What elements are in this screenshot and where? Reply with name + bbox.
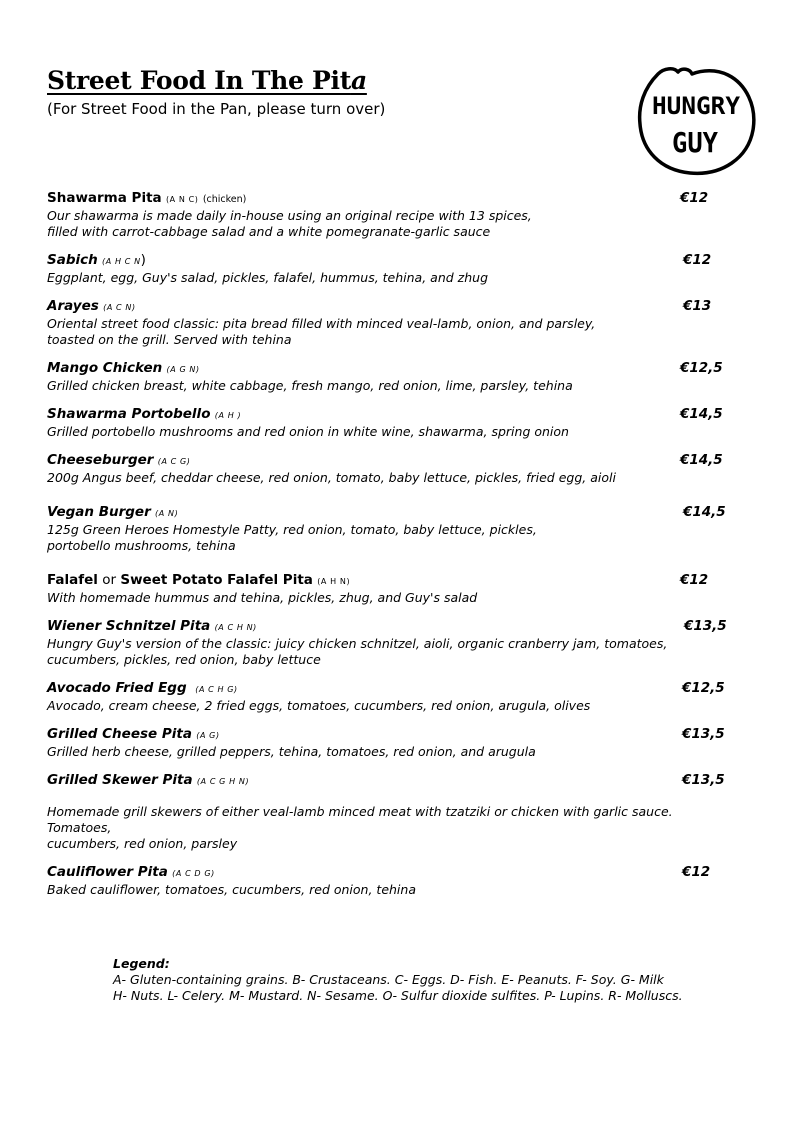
item-price: €12 — [680, 572, 709, 588]
legend-line-1: A- Gluten-containing grains. B- Crustaceans. C- Eggs. D- Fish. E- Peanuts. F- Soy. G- Milk — [113, 972, 664, 987]
item-allergens: (A C H G) — [195, 685, 238, 694]
item-price: €12,5 — [680, 360, 723, 376]
spacer — [47, 790, 727, 804]
item-name-alt: Sweet Potato Falafel Pita — [120, 572, 313, 588]
page-subtitle: (For Street Food in the Pan, please turn over) — [47, 100, 386, 118]
item-name: Falafel — [47, 572, 98, 588]
menu-item-shawarma-portobello — [47, 406, 727, 440]
item-description: With homemade hummus and tehina, pickles, zhug, and Guy's salad — [47, 590, 478, 605]
menu-item-grilled-cheese-pita — [47, 726, 727, 760]
menu-item-shawarma-pita — [47, 190, 727, 240]
legend-line-2: H- Nuts. L- Celery. M- Mustard. N- Sesame. O- Sulfur dioxide sulfites. P- Lupins. R- Molluscs. — [113, 988, 683, 1003]
item-description: Avocado, cream cheese, 2 fried eggs, tomatoes, cucumbers, red onion, arugula, olives — [47, 698, 591, 713]
item-name: Grilled Skewer Pita — [47, 772, 193, 788]
item-description: Grilled portobello mushrooms and red onion in white wine, shawarma, spring onion — [47, 424, 569, 439]
item-allergens: (A N C) — [165, 195, 199, 204]
item-name: Arayes — [47, 298, 99, 314]
item-description: 200g Angus beef, cheddar cheese, red onion, tomato, baby lettuce, pickles, fried egg, aioli — [47, 470, 616, 485]
item-name-joiner: or — [97, 572, 121, 588]
item-allergens: (A C D G) — [172, 869, 215, 878]
item-price: €14,5 — [680, 452, 723, 468]
item-price: €12 — [680, 190, 709, 206]
item-name: Shawarma Portobello — [47, 406, 211, 422]
item-allergens: (A G) — [196, 731, 220, 740]
item-allergens: (A C G H N) — [196, 777, 250, 786]
logo-text-line2: GUY — [672, 126, 719, 159]
item-name: Sabich — [47, 252, 98, 268]
item-price: €13,5 — [682, 772, 725, 788]
item-description: 125g Green Heroes Homestyle Patty, red onion, tomato, baby lettuce, pickles, portobello mushrooms, tehina — [47, 522, 537, 553]
item-allergens: (A H N) — [317, 577, 351, 586]
item-allergens: (A G N) — [166, 365, 200, 374]
item-description: Hungry Guy's version of the classic: juicy chicken schnitzel, aioli, organic cranberry jam, tomatoes, cucumbers, pickles, red onion, baby lettuce — [47, 636, 668, 667]
item-description: Our shawarma is made daily in-house using an original recipe with 13 spices, filled with carrot-cabbage salad and a white pomegranate-garlic sauce — [47, 208, 532, 239]
menu-item-wiener-schnitzel-pita — [47, 618, 727, 668]
menu-item-cheeseburger — [47, 452, 727, 486]
menu-item-mango-chicken — [47, 360, 727, 394]
menu-item-arayes — [47, 298, 727, 348]
allergen-legend — [113, 956, 683, 1004]
item-allergens-close: ) — [140, 252, 146, 268]
item-description: Baked cauliflower, tomatoes, cucumbers, red onion, tehina — [47, 882, 416, 897]
item-description: Eggplant, egg, Guy's salad, pickles, falafel, hummus, tehina, and zhug — [47, 270, 488, 285]
item-allergens: (A H ) — [214, 411, 242, 420]
item-allergens: (A C H N) — [214, 623, 257, 632]
item-description: Grilled herb cheese, grilled peppers, tehina, tomatoes, red onion, and arugula — [47, 744, 536, 759]
item-price: €12 — [683, 252, 712, 268]
item-name: Vegan Burger — [47, 504, 151, 520]
item-name: Grilled Cheese Pita — [47, 726, 192, 742]
item-description: Oriental street food classic: pita bread filled with minced veal-lamb, onion, and parsley, toasted on the grill. Served with tehina — [47, 316, 596, 347]
legend-title: Legend: — [113, 956, 170, 971]
item-price: €12 — [682, 864, 711, 880]
item-allergens: (A C G) — [157, 457, 191, 466]
item-price: €13 — [683, 298, 712, 314]
item-price: €14,5 — [680, 406, 723, 422]
logo-text-line1: HUNGRY — [652, 92, 741, 120]
page-title — [47, 66, 367, 95]
item-name: Shawarma Pita — [47, 190, 162, 206]
item-name: Wiener Schnitzel Pita — [47, 618, 211, 634]
item-price: €14,5 — [683, 504, 726, 520]
title-italic-tail: a — [350, 66, 367, 95]
menu-item-grilled-skewer-pita — [47, 772, 727, 852]
menu-item-vegan-burger — [47, 504, 727, 554]
item-allergens: (A H C N — [102, 257, 141, 266]
menu-item-falafel — [47, 572, 727, 606]
item-price: €12,5 — [682, 680, 725, 696]
item-allergens: (A C N) — [103, 303, 136, 312]
menu-item-sabich — [47, 252, 727, 286]
item-description: Homemade grill skewers of either veal-lamb minced meat with tzatziki or chicken with garlic sauce. Tomatoes, cucumbers, red onion, parsley — [47, 804, 673, 851]
item-note: (chicken) — [202, 194, 247, 205]
item-name: Cheeseburger — [47, 452, 154, 468]
menu-item-cauliflower-pita — [47, 864, 727, 898]
item-price: €13,5 — [682, 726, 725, 742]
item-name: Cauliflower Pita — [47, 864, 168, 880]
hungry-guy-logo — [634, 66, 760, 178]
menu-list — [47, 190, 727, 910]
item-description: Grilled chicken breast, white cabbage, fresh mango, red onion, lime, parsley, tehina — [47, 378, 573, 393]
item-name: Avocado Fried Egg — [47, 680, 187, 696]
title-main: Street Food In The Pit — [47, 66, 351, 95]
menu-item-avocado-fried-egg — [47, 680, 727, 714]
item-price: €13,5 — [684, 618, 727, 634]
item-allergens: (A N) — [155, 509, 179, 518]
item-name: Mango Chicken — [47, 360, 163, 376]
